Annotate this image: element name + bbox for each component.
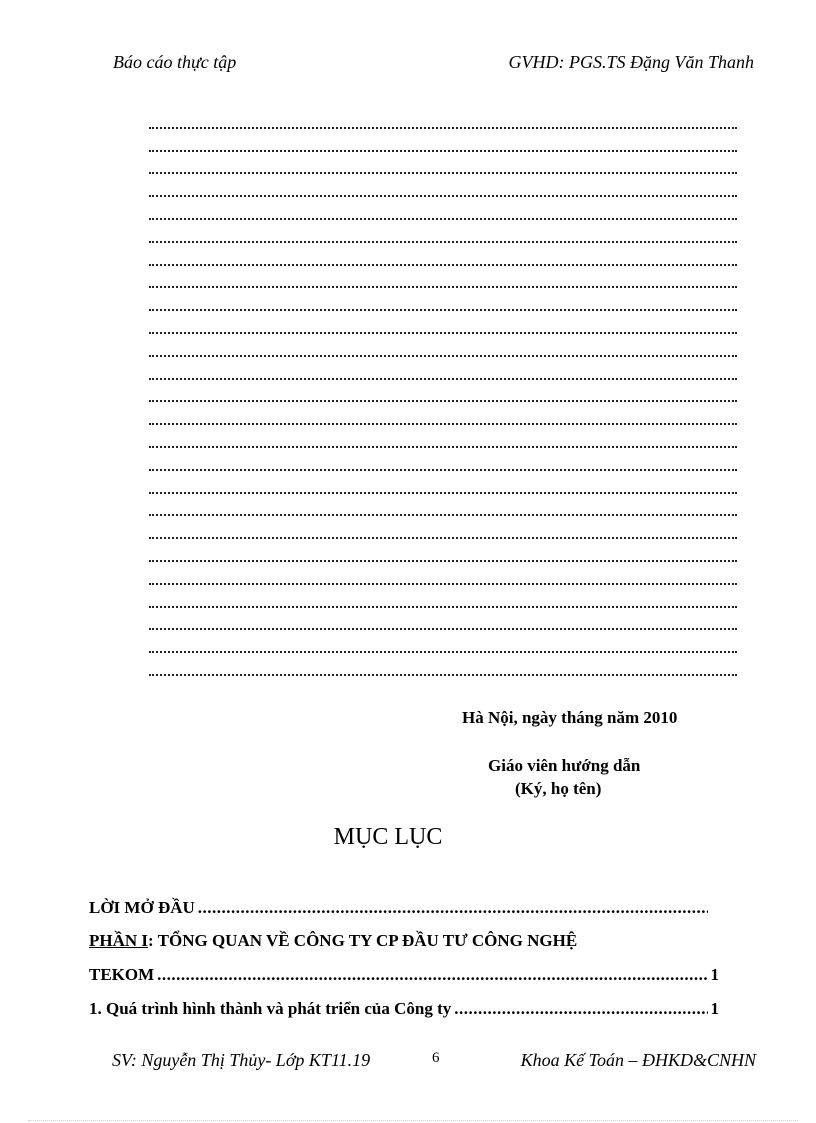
toc-entry-part1-heading[interactable] xyxy=(89,931,577,951)
toc-entry-label: 1. Quá trình hình thành và phát triển của Công ty xyxy=(89,999,452,1018)
remark-dotted-line xyxy=(149,174,737,197)
remark-dotted-line xyxy=(149,494,737,517)
header-report-title: Báo cáo thực tập xyxy=(113,52,237,72)
remark-dotted-line xyxy=(149,288,737,311)
remark-dotted-line xyxy=(149,630,737,653)
toc-part-title: : TỔNG QUAN VỀ CÔNG TY CP ĐẦU TƯ CÔNG NGHỆ xyxy=(148,931,578,950)
remark-dotted-line xyxy=(149,334,737,357)
signature-date: Hà Nội, ngày tháng năm 2010 xyxy=(462,708,678,727)
toc-entry-item1[interactable] xyxy=(89,999,719,1019)
remark-dotted-line xyxy=(149,425,737,448)
remark-dotted-line xyxy=(149,380,737,403)
signature-hint: (Ký, họ tên) xyxy=(515,779,602,798)
toc-page-number: 1 xyxy=(710,965,719,984)
remark-dotted-line xyxy=(149,402,737,425)
footer-page-number: 6 xyxy=(432,1050,440,1066)
toc-entry-label: TEKOM xyxy=(89,965,155,984)
remark-dotted-line xyxy=(149,311,737,334)
toc-page-number: 1 xyxy=(710,999,719,1018)
footer-faculty: Khoa Kế Toán – ĐHKD&CNHN xyxy=(520,1050,756,1070)
remark-dotted-line xyxy=(149,448,737,471)
remark-dotted-line xyxy=(149,243,737,266)
toc-title: MỤC LỤC xyxy=(333,824,443,850)
toc-leader-dots xyxy=(157,965,707,985)
remark-dotted-line xyxy=(149,516,737,539)
footer-student: SV: Nguyễn Thị Thủy- Lớp KT11.19 xyxy=(112,1050,371,1070)
remark-dotted-line xyxy=(149,220,737,243)
remark-dotted-line xyxy=(149,539,737,562)
remark-dotted-line xyxy=(149,562,737,585)
toc-entry-intro[interactable] xyxy=(89,898,719,918)
remarks-dotted-lines xyxy=(149,106,737,676)
header-supervisor: GVHD: PGS.TS Đặng Văn Thanh xyxy=(508,52,754,72)
remark-dotted-line xyxy=(149,471,737,494)
remark-dotted-line xyxy=(149,357,737,380)
toc-leader-dots xyxy=(198,898,708,918)
remark-dotted-line xyxy=(149,152,737,175)
toc-leader-dots xyxy=(454,999,707,1019)
toc-entry-label: LỜI MỞ ĐẦU xyxy=(89,898,195,917)
remark-dotted-line xyxy=(149,266,737,289)
remark-dotted-line xyxy=(149,197,737,220)
remark-dotted-line xyxy=(149,608,737,631)
remark-dotted-line xyxy=(149,106,737,129)
signature-role: Giáo viên hướng dẫn xyxy=(488,756,641,775)
remark-dotted-line xyxy=(149,129,737,152)
remark-dotted-line xyxy=(149,585,737,608)
toc-part-label: PHẦN I xyxy=(89,931,149,950)
page-bottom-border xyxy=(28,1120,798,1121)
remark-dotted-line xyxy=(149,653,737,676)
toc-entry-part1[interactable] xyxy=(89,965,719,985)
